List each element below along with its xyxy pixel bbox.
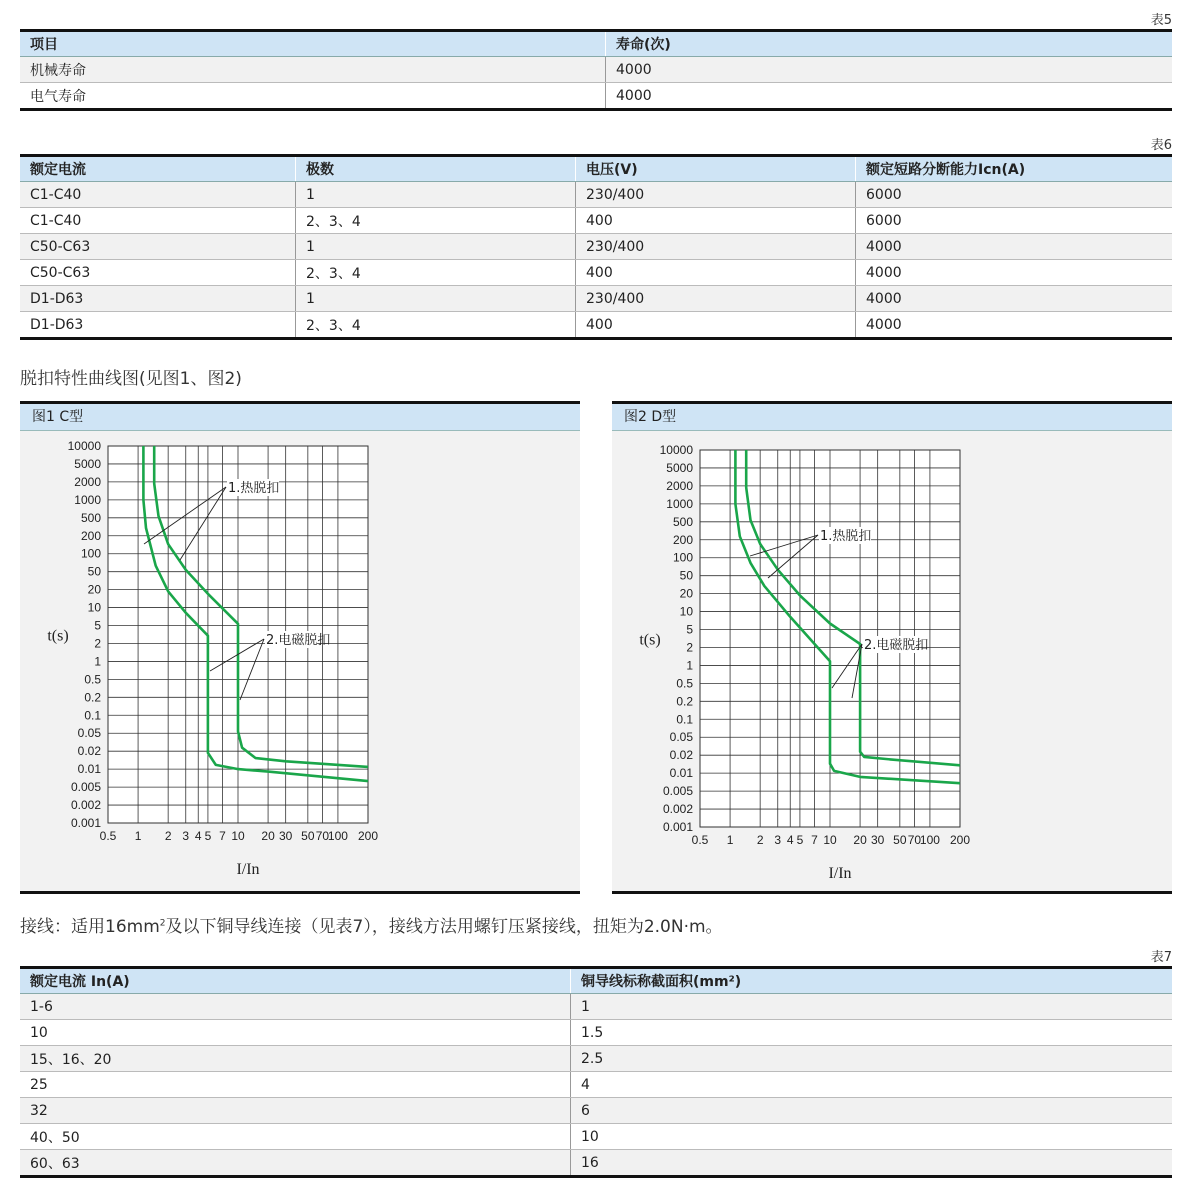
table-row xyxy=(20,182,1172,208)
x-tick-label: 20 xyxy=(853,833,867,847)
y-tick-label: 1000 xyxy=(666,496,693,511)
table-row xyxy=(20,1124,1172,1150)
table-cell: 2.5 xyxy=(571,1046,1173,1072)
table-cell: 4000 xyxy=(856,260,1173,286)
x-tick-label: 50 xyxy=(893,833,907,847)
magnetic-trip-label: 2.电磁脱扣 xyxy=(864,638,929,653)
y-tick-label: 0.002 xyxy=(70,798,101,813)
x-axis-title: I/In xyxy=(828,865,852,882)
table-cell: 1 xyxy=(296,182,576,208)
y-tick-label: 5000 xyxy=(74,456,101,471)
table-header: 极数 xyxy=(296,156,576,182)
table7-wire-size xyxy=(20,966,1172,1178)
table-row xyxy=(20,994,1172,1020)
y-tick-label: 100 xyxy=(80,546,101,561)
y-tick-label: 0.5 xyxy=(84,672,101,687)
y-tick-label: 0.1 xyxy=(676,712,693,727)
table7-caption: 表7 xyxy=(1150,950,1172,965)
x-tick-label: 100 xyxy=(919,833,940,847)
table-cell: 6000 xyxy=(856,208,1173,234)
y-tick-label: 10 xyxy=(87,600,101,615)
table-cell: 4000 xyxy=(856,234,1173,260)
y-tick-label: 0.001 xyxy=(70,816,101,830)
table-cell: 1 xyxy=(296,234,576,260)
x-tick-label: 0.5 xyxy=(691,833,709,847)
table-cell: 2、3、4 xyxy=(296,312,576,339)
x-tick-label: 30 xyxy=(278,829,293,843)
figure-title: 图2 D型 xyxy=(612,404,1172,431)
figure-panel-c xyxy=(20,401,580,894)
x-tick-label: 5 xyxy=(204,829,212,843)
y-axis-title: t(s) xyxy=(639,631,661,649)
y-tick-label: 0.05 xyxy=(77,726,101,741)
table-cell: D1-D63 xyxy=(20,286,296,312)
table-cell: 60、63 xyxy=(20,1150,571,1177)
x-tick-label: 5 xyxy=(796,833,804,847)
x-tick-label: 2 xyxy=(756,833,764,847)
table-cell: 230/400 xyxy=(576,182,856,208)
table-row xyxy=(20,1046,1172,1072)
thermal-trip-label: 1.热脱扣 xyxy=(228,481,280,496)
table-cell: 1-6 xyxy=(20,994,571,1020)
table-row xyxy=(20,57,1172,83)
curve-section-title: 脱扣特性曲线图(见图1、图2) xyxy=(20,369,242,389)
y-tick-label: 0.005 xyxy=(70,780,101,795)
x-tick-label: 4 xyxy=(194,829,202,843)
table-header: 寿命(次) xyxy=(606,31,1173,57)
y-tick-label: 10 xyxy=(679,604,693,619)
y-tick-label: 0.005 xyxy=(662,784,693,799)
y-tick-label: 1000 xyxy=(74,492,101,507)
x-tick-label: 7 xyxy=(811,833,818,847)
table-row xyxy=(20,1072,1172,1098)
table-row xyxy=(20,83,1172,110)
table-cell: 4000 xyxy=(606,57,1173,83)
y-tick-label: 5000 xyxy=(666,460,693,475)
y-tick-label: 0.2 xyxy=(676,694,693,709)
x-tick-label: 10 xyxy=(231,829,245,843)
thermal-trip-label: 1.热脱扣 xyxy=(820,529,872,544)
table-cell: 10 xyxy=(20,1020,571,1046)
figure-panel-d xyxy=(612,401,1172,894)
x-tick-label: 70 xyxy=(907,833,922,847)
table-cell: 10 xyxy=(571,1124,1173,1150)
x-tick-label: 50 xyxy=(301,829,315,843)
table-cell: 4000 xyxy=(856,312,1173,339)
wiring-sup: 2 xyxy=(159,918,166,929)
table-header: 额定电流 xyxy=(20,156,296,182)
y-tick-label: 2 xyxy=(94,636,101,651)
table-header: 电压(V) xyxy=(576,156,856,182)
y-tick-label: 200 xyxy=(80,528,101,543)
table-cell: 40、50 xyxy=(20,1124,571,1150)
table5-lifetime xyxy=(20,29,1172,111)
table-row xyxy=(20,1020,1172,1046)
y-tick-label: 5 xyxy=(94,618,101,633)
y-tick-label: 100 xyxy=(672,550,693,565)
y-tick-label: 0.02 xyxy=(77,744,101,759)
table-cell: 6000 xyxy=(856,182,1173,208)
table-cell: D1-D63 xyxy=(20,312,296,339)
y-tick-label: 50 xyxy=(87,564,101,579)
x-tick-label: 70 xyxy=(315,829,330,843)
table-row xyxy=(20,286,1172,312)
trip-curve-chart-c xyxy=(20,404,580,891)
y-tick-label: 0.001 xyxy=(662,820,693,834)
x-tick-label: 4 xyxy=(786,833,794,847)
table-row xyxy=(20,260,1172,286)
table-cell: 15、16、20 xyxy=(20,1046,571,1072)
table-header: 项目 xyxy=(20,31,606,57)
x-tick-label: 10 xyxy=(823,833,837,847)
table6-caption: 表6 xyxy=(1150,138,1172,153)
y-tick-label: 0.002 xyxy=(662,802,693,817)
x-tick-label: 3 xyxy=(182,829,190,843)
x-tick-label: 200 xyxy=(357,829,379,843)
table-row xyxy=(20,1098,1172,1124)
table-cell: 25 xyxy=(20,1072,571,1098)
table-cell: 2、3、4 xyxy=(296,260,576,286)
x-axis-title: I/In xyxy=(236,861,260,878)
y-tick-label: 0.2 xyxy=(84,690,101,705)
table6-breaking-capacity xyxy=(20,154,1172,340)
x-tick-label: 20 xyxy=(261,829,275,843)
table-row xyxy=(20,208,1172,234)
table-cell: 1.5 xyxy=(571,1020,1173,1046)
table5-caption: 表5 xyxy=(1150,13,1172,28)
table-row xyxy=(20,234,1172,260)
table-cell: C50-C63 xyxy=(20,234,296,260)
table-cell: C1-C40 xyxy=(20,208,296,234)
x-tick-label: 3 xyxy=(774,833,782,847)
y-tick-label: 5 xyxy=(686,622,693,637)
magnetic-trip-label: 2.电磁脱扣 xyxy=(266,633,331,648)
y-tick-label: 50 xyxy=(679,568,693,583)
x-tick-label: 200 xyxy=(949,833,971,847)
table-cell: 400 xyxy=(576,312,856,339)
y-tick-label: 500 xyxy=(672,514,693,529)
y-tick-label: 10000 xyxy=(659,443,693,457)
x-tick-label: 1 xyxy=(134,829,142,843)
table-cell: 机械寿命 xyxy=(20,57,606,83)
x-tick-label: 0.5 xyxy=(99,829,117,843)
table-cell: 电气寿命 xyxy=(20,83,606,110)
table-cell: 4000 xyxy=(606,83,1173,110)
table-cell: 230/400 xyxy=(576,234,856,260)
y-tick-label: 0.01 xyxy=(77,762,101,777)
table-cell: 2、3、4 xyxy=(296,208,576,234)
table-cell: C50-C63 xyxy=(20,260,296,286)
table-cell: 400 xyxy=(576,260,856,286)
y-tick-label: 20 xyxy=(679,586,693,601)
y-tick-label: 1 xyxy=(94,654,101,669)
y-tick-label: 0.5 xyxy=(676,676,693,691)
y-tick-label: 0.01 xyxy=(669,766,693,781)
table-cell: 6 xyxy=(571,1098,1173,1124)
table-header: 铜导线标称截面积(mm²) xyxy=(571,968,1173,994)
y-tick-label: 20 xyxy=(87,582,101,597)
x-tick-label: 1 xyxy=(726,833,734,847)
table-cell: 400 xyxy=(576,208,856,234)
table-cell: 1 xyxy=(571,994,1173,1020)
table-cell: C1-C40 xyxy=(20,182,296,208)
table-cell: 4 xyxy=(571,1072,1173,1098)
x-tick-label: 2 xyxy=(164,829,172,843)
wiring-text: 及以下铜导线连接（见表7），接线方法用螺钉压紧接线，扭矩为2.0N·m。 xyxy=(165,917,723,937)
wiring-note xyxy=(20,912,723,937)
table-cell: 32 xyxy=(20,1098,571,1124)
x-tick-label: 30 xyxy=(870,833,885,847)
table-row xyxy=(20,312,1172,339)
y-tick-label: 2000 xyxy=(666,478,693,493)
y-tick-label: 500 xyxy=(80,510,101,525)
y-tick-label: 10000 xyxy=(67,439,101,453)
y-tick-label: 200 xyxy=(672,532,693,547)
y-axis-title: t(s) xyxy=(47,627,69,645)
y-tick-label: 0.1 xyxy=(84,708,101,723)
y-tick-label: 0.02 xyxy=(669,748,693,763)
wiring-text: 接线：适用16mm xyxy=(20,917,160,937)
table-cell: 16 xyxy=(571,1150,1173,1177)
y-tick-label: 2 xyxy=(686,640,693,655)
y-tick-label: 2000 xyxy=(74,474,101,489)
table-row xyxy=(20,1150,1172,1177)
table-header: 额定短路分断能力Icn(A) xyxy=(856,156,1173,182)
figure-title: 图1 C型 xyxy=(20,404,580,431)
table-header: 额定电流 In(A) xyxy=(20,968,571,994)
x-tick-label: 100 xyxy=(327,829,348,843)
y-tick-label: 1 xyxy=(686,658,693,673)
x-tick-label: 7 xyxy=(219,829,226,843)
table-cell: 1 xyxy=(296,286,576,312)
trip-curve-chart-d xyxy=(612,404,1172,891)
table-cell: 4000 xyxy=(856,286,1173,312)
table-cell: 230/400 xyxy=(576,286,856,312)
y-tick-label: 0.05 xyxy=(669,730,693,745)
